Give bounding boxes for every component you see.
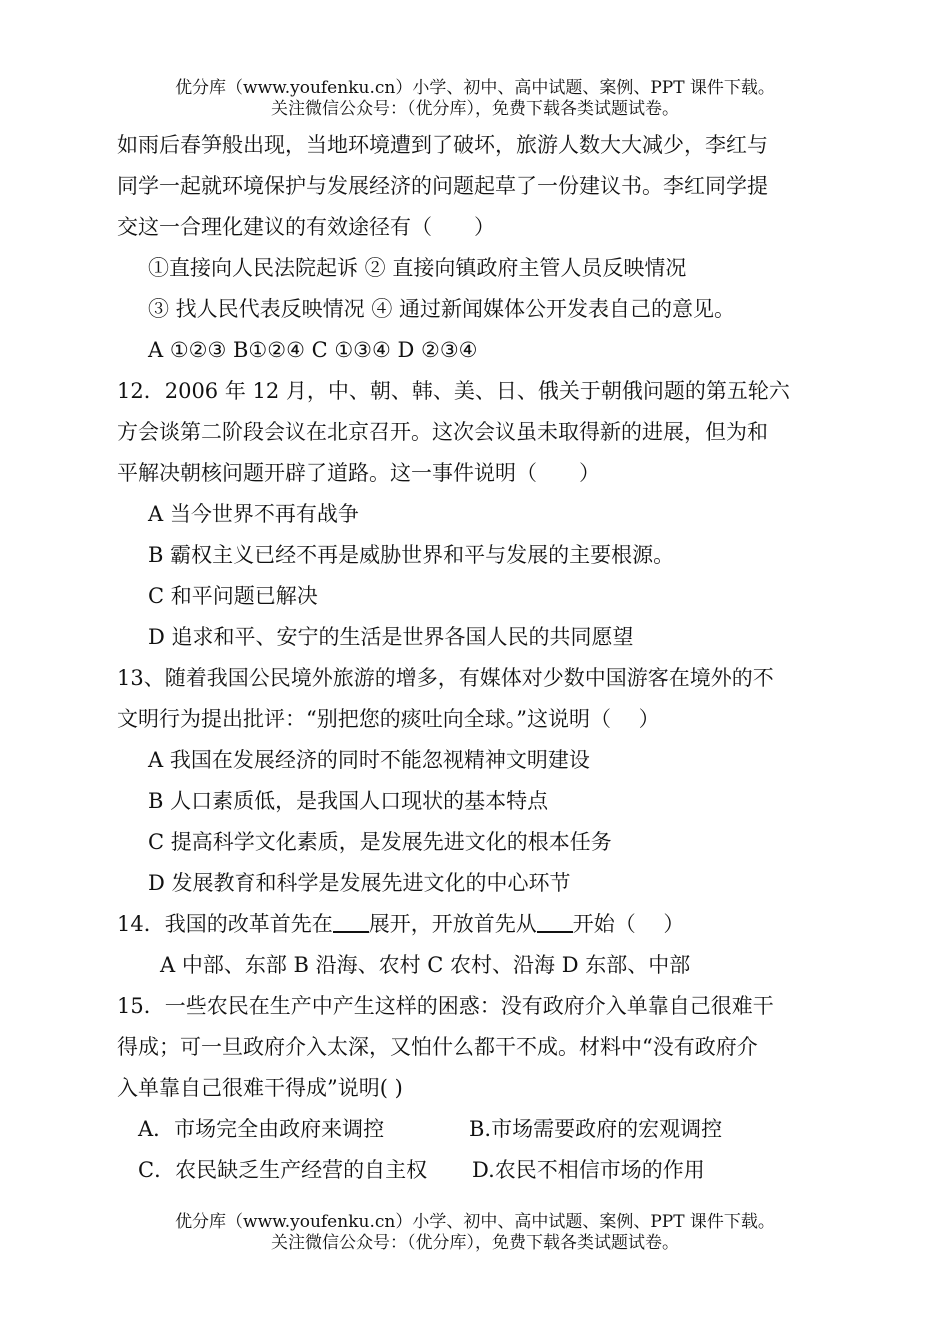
question-stem-line: 平解决朝核问题开辟了道路。这一事件说明（ ） <box>117 461 600 485</box>
option-c: C．农民缺乏生产经营的自主权 <box>138 1158 428 1182</box>
stem-part: 开始（ ） <box>572 912 685 936</box>
question-15 <box>117 986 817 1191</box>
fill-blank <box>537 909 573 933</box>
option-a: A．市场完全由政府来调控 <box>138 1117 385 1141</box>
stem-part: 14．我国的改革首先在 <box>117 912 333 936</box>
option-c: C 提高科学文化素质，是发展先进文化的根本任务 <box>148 830 612 854</box>
footer-line-1: 优分库（www.youfenku.cn）小学、初中、高中试题、案例、PPT 课件下载。 <box>175 1212 775 1232</box>
fill-blank <box>333 909 369 933</box>
footer-line-2: 关注微信公众号：（优分库），免费下载各类试题试卷。 <box>271 1233 679 1253</box>
option-d: D.农民不相信市场的作用 <box>472 1158 705 1182</box>
page-footer <box>0 1212 950 1254</box>
stem-part: 展开，开放首先从 <box>368 912 537 936</box>
option-b: B.市场需要政府的宏观调控 <box>469 1117 723 1141</box>
question-stem-line: 如雨后春笋般出现，当地环境遭到了破坏，旅游人数大大减少，李红与 <box>117 133 768 157</box>
option-row <box>117 1109 817 1150</box>
exam-body <box>117 125 817 1191</box>
option-row <box>117 1150 817 1191</box>
option-c: C 和平问题已解决 <box>148 584 318 608</box>
statement-line: ③ 找人民代表反映情况 ④ 通过新闻媒体公开发表自己的意见。 <box>148 297 736 321</box>
question-stem-line: 方会谈第二阶段会议在北京召开。这次会议虽未取得新的进展，但为和 <box>117 420 768 444</box>
header-line-2: 关注微信公众号：（优分库），免费下载各类试题试卷。 <box>271 99 679 119</box>
question-stem-line: 入单靠自己很难干得成”说明( ) <box>117 1076 403 1100</box>
page-header <box>0 78 950 120</box>
option-d: D 追求和平、安宁的生活是世界各国人民的共同愿望 <box>148 625 634 649</box>
option-b: B 霸权主义已经不再是威胁世界和平与发展的主要根源。 <box>148 543 675 567</box>
answer-choices: A 中部、东部 B 沿海、农村 C 农村、沿海 D 东部、中部 <box>160 953 691 977</box>
question-stem-line: 15．一些农民在生产中产生这样的困惑：没有政府介入单靠自己很难干 <box>117 994 774 1018</box>
header-line-1: 优分库（www.youfenku.cn）小学、初中、高中试题、案例、PPT 课件下载。 <box>175 78 775 98</box>
question-12 <box>117 371 817 658</box>
statement-line: ①直接向人民法院起诉 ② 直接向镇政府主管人员反映情况 <box>148 256 687 280</box>
option-a: A 当今世界不再有战争 <box>148 502 359 526</box>
option-a: A 我国在发展经济的同时不能忽视精神文明建设 <box>148 748 590 772</box>
answer-choices: A ①②③ B①②④ C ①③④ D ②③④ <box>148 338 478 362</box>
question-11 <box>117 125 817 371</box>
option-b: B 人口素质低，是我国人口现状的基本特点 <box>148 789 549 813</box>
question-stem-line: 13、随着我国公民境外旅游的增多，有媒体对少数中国游客在境外的不 <box>117 666 774 690</box>
question-stem-line <box>117 904 817 945</box>
option-d: D 发展教育和科学是发展先进文化的中心环节 <box>148 871 571 895</box>
question-stem-line: 同学一起就环境保护与发展经济的问题起草了一份建议书。李红同学提 <box>117 174 768 198</box>
question-stem-line: 交这一合理化建议的有效途径有（ ） <box>117 215 495 239</box>
question-14 <box>117 904 817 986</box>
question-13 <box>117 658 817 904</box>
question-stem-line: 文明行为提出批评：“别把您的痰吐向全球。”这说明（ ） <box>117 707 660 731</box>
question-stem-line: 得成；可一旦政府介入太深，又怕什么都干不成。材料中“没有政府介 <box>117 1035 758 1059</box>
question-stem-line: 12．2006 年 12 月，中、朝、韩、美、日、俄关于朝俄问题的第五轮六 <box>117 379 790 403</box>
